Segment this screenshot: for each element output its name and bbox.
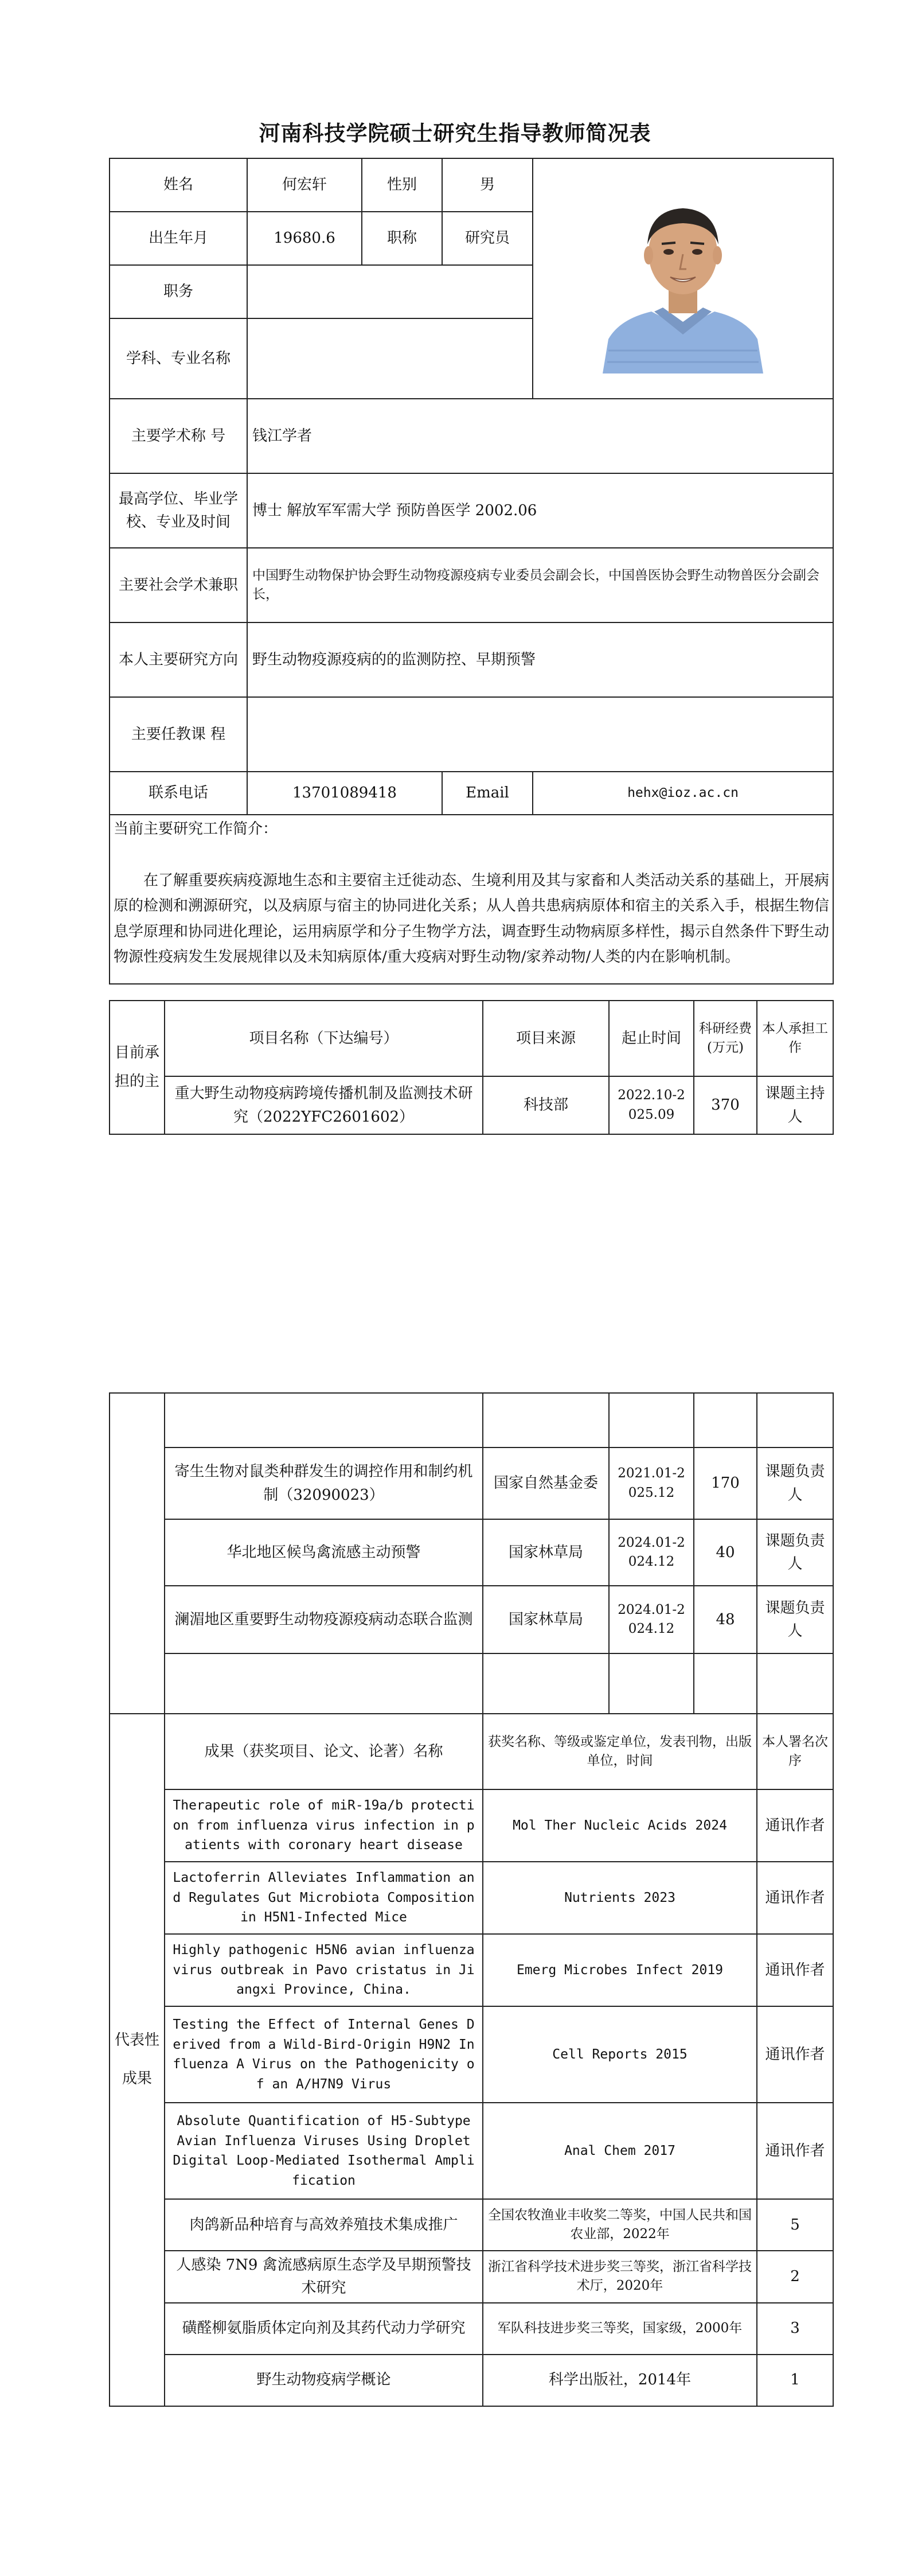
projects-side-label: 目前承担的主 [110,1001,165,1134]
achievements-header-order: 本人署名次序 [757,1714,833,1789]
achievement-venue: 军队科技进步奖三等奖，国家级，2000年 [483,2303,757,2355]
achievements-side-label: 代表性成果 [110,1714,165,2406]
table-row [110,1789,833,1862]
portrait-photo [597,184,769,373]
projects-cont-side [110,1393,165,1714]
achievement-order: 2 [757,2251,833,2303]
project-source: 国家自然基金委 [483,1447,609,1519]
project-period [609,1393,694,1447]
achievement-order: 通讯作者 [757,1934,833,2006]
achievement-order: 通讯作者 [757,1789,833,1862]
project-source: 国家林草局 [483,1586,609,1653]
social-label: 主要社会学术兼职 [110,548,247,622]
project-period: 2024.01-2024.12 [609,1586,694,1653]
gender-label: 性别 [362,158,442,212]
achievement-venue: Emerg Microbes Infect 2019 [483,1934,757,2006]
table-row [110,1447,833,1519]
project-name [165,1393,483,1447]
email-value: hehx@ioz.ac.cn [533,772,833,815]
table-row [110,1934,833,2006]
courses-label: 主要任教课 程 [110,697,247,772]
birth-value: 19680.6 [247,212,362,265]
table-row [110,2303,833,2355]
projects-header-name: 项目名称（下达编号） [165,1001,483,1076]
achievements-header-name: 成果（获奖项目、论文、论著）名称 [165,1714,483,1789]
table-row [110,1076,833,1134]
achievement-name: 人感染 7N9 禽流感病原生态学及早期预警技术研究 [165,2251,483,2303]
achievement-venue: 全国农牧渔业丰收奖二等奖，中国人民共和国农业部，2022年 [483,2199,757,2251]
projects-table [109,1000,834,1135]
projects-achievements-table [109,1392,834,2407]
project-name [165,1653,483,1714]
table-row [110,2103,833,2199]
achievement-order: 3 [757,2303,833,2355]
project-role: 课题负责人 [757,1586,833,1653]
project-period: 2021.01-2025.12 [609,1447,694,1519]
project-name: 重大野生动物疫病跨境传播机制及监测技术研究（2022YFC2601602） [165,1076,483,1134]
project-funds: 40 [694,1519,757,1586]
achievement-name: Therapeutic role of miR-19a/b protection from influenza virus infection in patients with coronary heart disease [165,1789,483,1862]
project-source [483,1653,609,1714]
achievement-name: 肉鸽新品种培育与高效养殖技术集成推广 [165,2199,483,2251]
project-role: 课题负责人 [757,1519,833,1586]
project-period [609,1653,694,1714]
duty-value [247,265,533,318]
photo-cell [533,158,833,399]
project-role: 课题负责人 [757,1447,833,1519]
achievement-name: Testing the Effect of Internal Genes Derived from a Wild-Bird-Origin H9N2 Influenza A Virus on the Pathogenicity of an A/H7N9 Virus [165,2006,483,2103]
table-row [110,1519,833,1586]
projects-header-source: 项目来源 [483,1001,609,1076]
research-intro-body: 在了解重要疾病疫源地生态和主要宿主迁徙动态、生境利用及其与家畜和人类活动关系的基础上，开展病原的检测和溯源研究，以及病原与宿主的协同进化关系；从人兽共患病病原体和宿主的关系入手，根据生物信息学原理和协同进化理论，运用病原学和分子生物学方法，调查野生动物病原多样性，揭示自然条件下野生动物源性疫病发生发展规律以及未知病原体/重大疫病对野生动物/家养动物/人类的内在影响机制。 [114,872,830,966]
project-name: 寄生生物对鼠类种群发生的调控作用和制约机制（32090023） [165,1447,483,1519]
achievement-name: Absolute Quantification of H5-Subtype Avian Influenza Viruses Using Droplet Digital Loop-Mediated Isothermal Amplification [165,2103,483,2199]
academic-title-value: 钱江学者 [247,399,833,473]
achievement-name: 野生动物疫病学概论 [165,2355,483,2406]
achievement-name: Lactoferrin Alleviates Inflammation and Regulates Gut Microbiota Composition in H5N1-Infected Mice [165,1862,483,1934]
achievement-venue: Nutrients 2023 [483,1862,757,1934]
achievement-order: 1 [757,2355,833,2406]
achievement-order: 通讯作者 [757,2006,833,2103]
birth-label: 出生年月 [110,212,247,265]
project-name: 澜湄地区重要野生动物疫源疫病动态联合监测 [165,1586,483,1653]
project-role: 课题主持人 [757,1076,833,1134]
direction-label: 本人主要研究方向 [110,622,247,697]
field-value [247,318,533,399]
degree-label: 最高学位、毕业学校、专业及时间 [110,473,247,548]
table-row [110,2251,833,2303]
projects-header-role: 本人承担工作 [757,1001,833,1076]
table-row [110,1862,833,1934]
achievement-venue: 浙江省科学技术进步奖三等奖，浙江省科学技术厅，2020年 [483,2251,757,2303]
research-intro [110,815,833,984]
name-label: 姓名 [110,158,247,212]
direction-value: 野生动物疫源疫病的的监测防控、早期预警 [247,622,833,697]
achievement-name: 磺醛柳氨脂质体定向剂及其药代动力学研究 [165,2303,483,2355]
project-funds: 48 [694,1586,757,1653]
table-row [110,1393,833,1447]
achievement-venue: 科学出版社，2014年 [483,2355,757,2406]
phone-label: 联系电话 [110,772,247,815]
research-intro-heading: 当前主要研究工作简介： [114,820,278,838]
projects-header-period: 起止时间 [609,1001,694,1076]
project-source: 国家林草局 [483,1519,609,1586]
phone-value: 13701089418 [247,772,442,815]
project-period: 2024.01-2024.12 [609,1519,694,1586]
achievement-venue: Cell Reports 2015 [483,2006,757,2103]
field-label: 学科、专业名称 [110,318,247,399]
table-row [110,2355,833,2406]
social-value: 中国野生动物保护协会野生动物疫源疫病专业委员会副会长，中国兽医协会野生动物兽医分会副会长， [247,548,833,622]
project-funds: 370 [694,1076,757,1134]
achievement-venue: Anal Chem 2017 [483,2103,757,2199]
table-row [110,2199,833,2251]
table-row [110,2006,833,2103]
project-name: 华北地区候鸟禽流感主动预警 [165,1519,483,1586]
projects-header-funds: 科研经费(万元) [694,1001,757,1076]
achievement-venue: Mol Ther Nucleic Acids 2024 [483,1789,757,1862]
rank-label: 职称 [362,212,442,265]
achievement-name: Highly pathogenic H5N6 avian influenza virus outbreak in Pavo cristatus in Jiangxi Province, China. [165,1934,483,2006]
project-funds [694,1653,757,1714]
project-source [483,1393,609,1447]
page-title: 河南科技学院硕士研究生指导教师简况表 [259,121,651,146]
achievement-order: 5 [757,2199,833,2251]
achievement-order: 通讯作者 [757,2103,833,2199]
project-role [757,1393,833,1447]
academic-title-label: 主要学术称 号 [110,399,247,473]
degree-value: 博士 解放军军需大学 预防兽医学 2002.06 [247,473,833,548]
rank-value: 研究员 [442,212,533,265]
achievement-order: 通讯作者 [757,1862,833,1934]
project-funds: 170 [694,1447,757,1519]
project-source: 科技部 [483,1076,609,1134]
duty-label: 职务 [110,265,247,318]
table-row [110,1653,833,1714]
achievements-header-venue: 获奖名称、等级或鉴定单位，发表刊物，出版单位，时间 [483,1714,757,1789]
table-row [110,1586,833,1653]
project-funds [694,1393,757,1447]
gender-value: 男 [442,158,533,212]
project-period: 2022.10-2025.09 [609,1076,694,1134]
profile-table [109,158,834,985]
name-value: 何宏轩 [247,158,362,212]
courses-value [247,697,833,772]
project-role [757,1653,833,1714]
email-label: Email [442,772,533,815]
